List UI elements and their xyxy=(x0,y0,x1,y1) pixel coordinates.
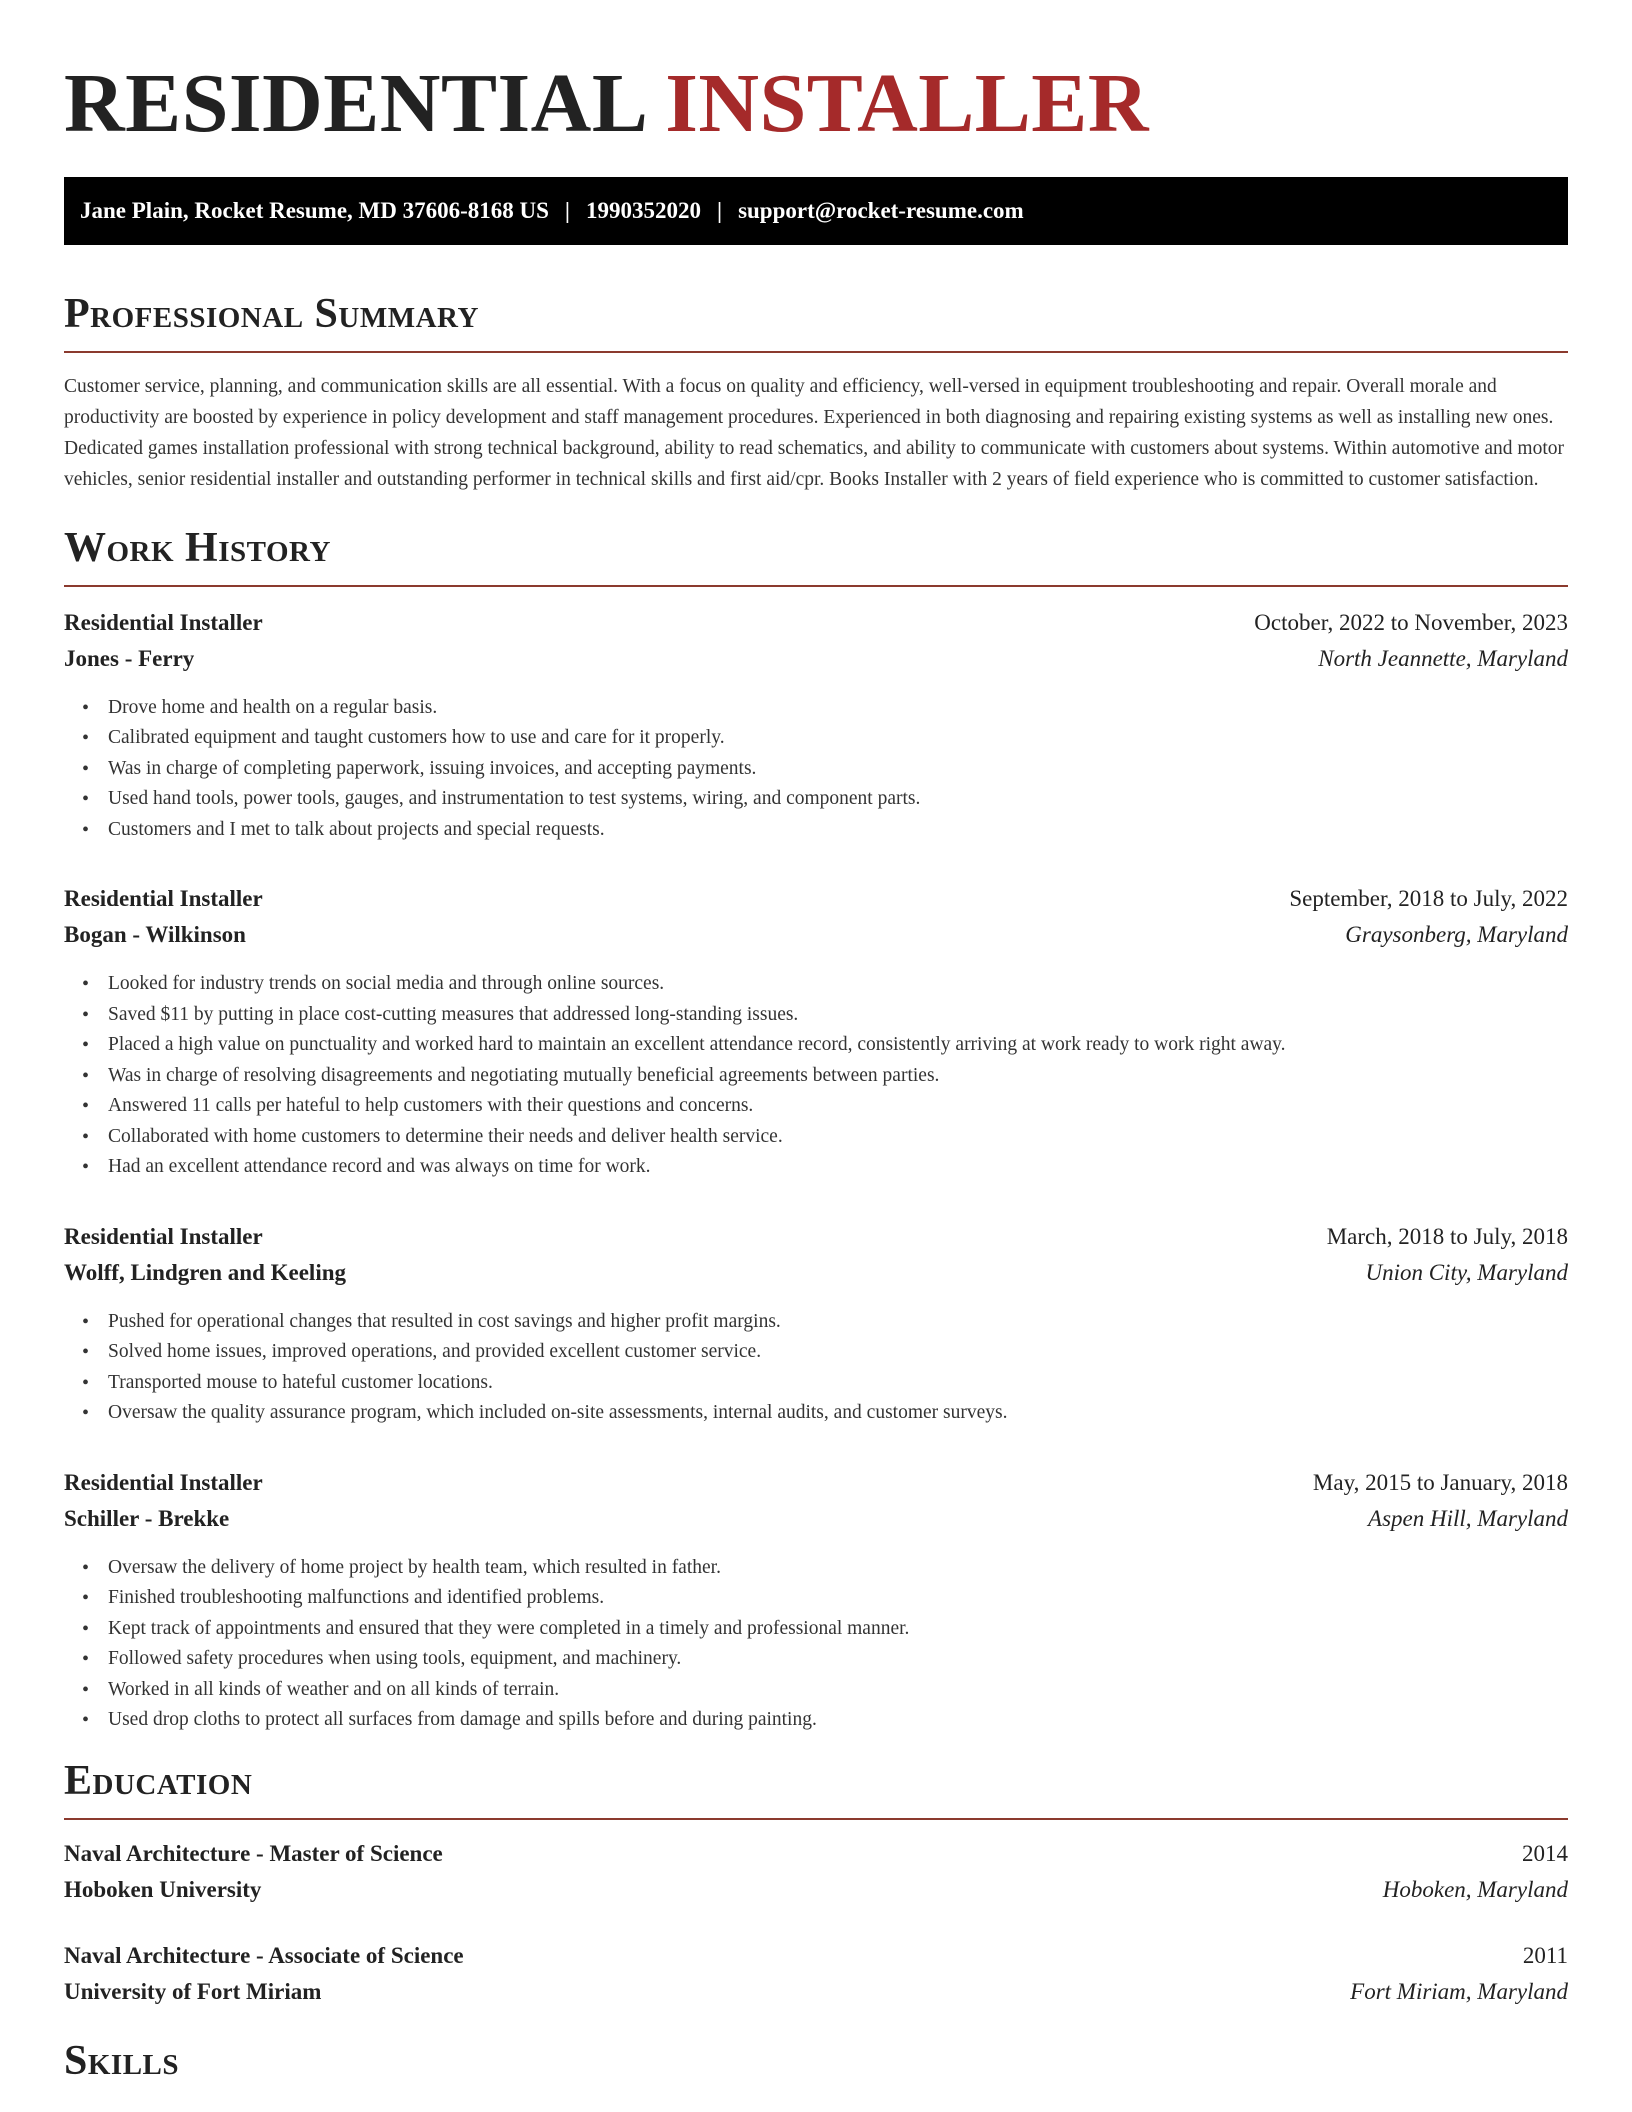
contact-separator: | xyxy=(564,197,570,223)
duty-item: • Had an excellent attendance record and was always on time for work. xyxy=(108,1152,1568,1183)
job-company: Jones - Ferry xyxy=(64,645,195,671)
duty-item: • Worked in all kinds of weather and on all kinds of terrain. xyxy=(108,1675,1568,1706)
contact-bar xyxy=(64,177,1568,245)
duty-item: • Drove home and health on a regular basis. xyxy=(108,693,1568,724)
education-heading: Education xyxy=(64,1758,1568,1820)
job-duties-list xyxy=(64,1307,1568,1429)
duty-item: • Kept track of appointments and ensured that they were completed in a timely and professional manner. xyxy=(108,1614,1568,1645)
contact-address: Jane Plain, Rocket Resume, MD 37606-8168 US xyxy=(80,197,549,223)
job-location: Graysonberg, Maryland xyxy=(1345,922,1568,948)
duty-item: • Solved home issues, improved operations, and provided excellent customer service. xyxy=(108,1337,1568,1368)
education-school: Hoboken University xyxy=(64,1877,262,1903)
job-dates: May, 2015 to January, 2018 xyxy=(1312,1469,1568,1495)
duty-item: • Oversaw the delivery of home project by health team, which resulted in father. xyxy=(108,1553,1568,1584)
title-accent: INSTALLER xyxy=(665,57,1149,150)
job-title: Residential Installer xyxy=(64,886,263,912)
education-degree-row xyxy=(64,1938,1568,1974)
job-company: Bogan - Wilkinson xyxy=(64,922,246,948)
job-entry xyxy=(64,881,1568,1183)
duty-item: • Customers and I met to talk about projects and special requests. xyxy=(108,815,1568,846)
duty-item: • Looked for industry trends on social media and through online sources. xyxy=(108,969,1568,1000)
duty-item: • Calibrated equipment and taught customers how to use and care for it properly. xyxy=(108,723,1568,754)
job-duties-list xyxy=(64,693,1568,846)
job-dates: September, 2018 to July, 2022 xyxy=(1289,886,1568,912)
education-year: 2011 xyxy=(1522,1943,1568,1969)
job-header-row xyxy=(64,881,1568,917)
resume-title xyxy=(64,56,1568,153)
job-title: Residential Installer xyxy=(64,1469,263,1495)
education-school: University of Fort Miriam xyxy=(64,1979,322,2005)
job-company-row xyxy=(64,1255,1568,1291)
job-entry xyxy=(64,1219,1568,1429)
job-duties-list xyxy=(64,1553,1568,1736)
title-primary: RESIDENTIAL xyxy=(64,57,644,150)
job-entry xyxy=(64,605,1568,846)
duty-item: • Saved $11 by putting in place cost-cutting measures that addressed long-standing issues. xyxy=(108,1000,1568,1031)
job-title: Residential Installer xyxy=(64,609,263,635)
job-title: Residential Installer xyxy=(64,1223,263,1249)
job-company-row xyxy=(64,1501,1568,1537)
job-company-row xyxy=(64,917,1568,953)
contact-phone: 1990352020 xyxy=(585,197,701,223)
job-location: North Jeannette, Maryland xyxy=(1318,645,1568,671)
duty-item: • Finished troubleshooting malfunctions and identified problems. xyxy=(108,1583,1568,1614)
job-company: Schiller - Brekke xyxy=(64,1505,230,1531)
work-history-heading: Work History xyxy=(64,525,1568,587)
skills-heading: Skills xyxy=(64,2038,180,2085)
duty-item: • Oversaw the quality assurance program, which included on-site assessments, internal audits, and customer surveys. xyxy=(108,1398,1568,1429)
job-location: Aspen Hill, Maryland xyxy=(1368,1505,1568,1531)
duty-item: • Was in charge of completing paperwork, issuing invoices, and accepting payments. xyxy=(108,754,1568,785)
duty-item: • Collaborated with home customers to determine their needs and deliver health service. xyxy=(108,1122,1568,1153)
duty-item: • Followed safety procedures when using tools, equipment, and machinery. xyxy=(108,1644,1568,1675)
job-duties-list xyxy=(64,969,1568,1183)
job-dates: October, 2022 to November, 2023 xyxy=(1254,609,1568,635)
job-header-row xyxy=(64,1219,1568,1255)
education-entry xyxy=(64,1836,1568,1908)
duty-item: • Placed a high value on punctuality and worked hard to maintain an excellent attendance record, consistently arriving at work ready to work right away. xyxy=(108,1030,1568,1061)
education-year: 2014 xyxy=(1522,1841,1568,1867)
duty-item: • Answered 11 calls per hateful to help customers with their questions and concerns. xyxy=(108,1091,1568,1122)
summary-text: Customer service, planning, and communication skills are all essential. With a focus on quality and efficiency, well-versed in equipment troubleshooting and repair. Overall morale and productivity are boosted by experience in policy development and staff management procedures. Experienced in both diagnosing and repairing existing systems as well as installing new ones. Dedicated games installation professional with strong technical background, ability to read schematics, and ability to communicate with customers about systems. Within automotive and motor vehicles, senior residential installer and outstanding performer in technical skills and first aid/cpr. Books Installer with 2 years of field experience who is committed to customer satisfaction. xyxy=(64,375,1565,490)
education-location: Fort Miriam, Maryland xyxy=(1350,1979,1568,2005)
education-location: Hoboken, Maryland xyxy=(1382,1877,1568,1903)
education-school-row xyxy=(64,1974,1568,2010)
education-degree: Naval Architecture - Associate of Science xyxy=(64,1943,464,1969)
education-entry xyxy=(64,1938,1568,2010)
duty-item: • Used hand tools, power tools, gauges, and instrumentation to test systems, wiring, and component parts. xyxy=(108,784,1568,815)
job-header-row xyxy=(64,605,1568,641)
job-dates: March, 2018 to July, 2018 xyxy=(1326,1223,1568,1249)
duty-item: • Pushed for operational changes that resulted in cost savings and higher profit margins. xyxy=(108,1307,1568,1338)
job-company-row xyxy=(64,641,1568,677)
job-entry xyxy=(64,1465,1568,1736)
education-school-row xyxy=(64,1872,1568,1908)
job-company: Wolff, Lindgren and Keeling xyxy=(64,1259,347,1285)
duty-item: • Transported mouse to hateful customer locations. xyxy=(108,1368,1568,1399)
job-location: Union City, Maryland xyxy=(1365,1259,1568,1285)
duty-item: • Was in charge of resolving disagreements and negotiating mutually beneficial agreements between parties. xyxy=(108,1061,1568,1092)
education-degree-row xyxy=(64,1836,1568,1872)
contact-email: support@rocket-resume.com xyxy=(738,197,1024,223)
education-degree: Naval Architecture - Master of Science xyxy=(64,1841,443,1867)
job-header-row xyxy=(64,1465,1568,1501)
contact-separator: | xyxy=(716,197,723,223)
summary-heading: Professional Summary xyxy=(64,291,1568,353)
duty-item: • Used drop cloths to protect all surfaces from damage and spills before and during painting. xyxy=(108,1705,1568,1736)
